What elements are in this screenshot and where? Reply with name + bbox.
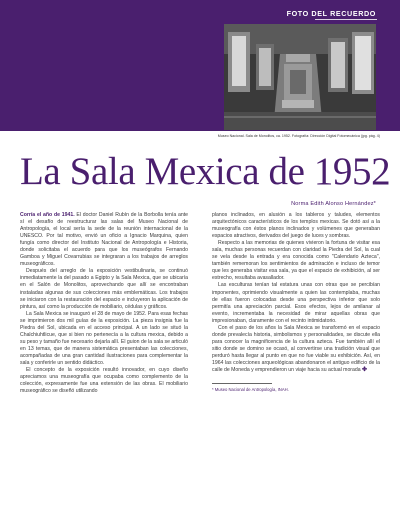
section-label: FOTO DEL RECUERDO [286, 9, 376, 18]
paragraph: Las esculturas tenían tal estatura unas con otras que se percibían imponentes, oprimiendo visualmente a quien las contemplaba, muchas de ellas fueron colocadas desde una perspectiva inferior que solo permitía una apreciación parcial. Esos efectos, lejos de amilanar al evento, incrementaba la necesidad de mirar aquellas obras que impresionaban, claramente con el recinto intimidatorio. [212, 282, 380, 324]
museum-hall-photo-icon [224, 24, 376, 130]
paragraph-text: Con el paso de los años la Sala Mexica se transformó en el espacio donde prevalecía historia, simbolismos y personalidades, se discute ella para conocer la magnificencia de la cultura azteca. Fue también allí el sitio donde se domino se ocasó, al convertirse una tradición visual que perduró hasta llegar al punto en que no fue viable su exhibición. Así, en 1964 las colecciones arqueológicas abandonaron el antiguo edificio de la calle de Moneda y emprendieron un viaje hacia su actual morada [212, 324, 380, 374]
paragraph-text: El doctor Daniel Rubín de la Borbolla tenía ante sí el desafío de reestructurar las salas del Museo Nacional de Antropología, el local sería la sede de la reunión internacional de la UNESCO. Por tal motivo, envió un oficio a Ignacio Marquina, quien fungía como director del Instituto Nacional de Antropología e Historia, donde solicitaba el acuerdo para que los museógrafos Fernando Gamboa y Miguel Covarrubias se integraran a los trabajos de arreglos museográficos. [20, 212, 188, 268]
historic-photo [224, 24, 376, 130]
article-author: Norma Edith Alonso Hernández* [291, 201, 376, 207]
paragraph: El concepto de la exposición resultó innovador, en cuyo diseño apreciamos una museografía que ocupaba como complemento de la colección, expresamente fue una extensión de las obras. El mobiliario museográfico se diseñó utilizando [20, 367, 188, 395]
end-mark-icon: ✤ [362, 367, 368, 374]
footnote-rule [212, 383, 272, 384]
paragraph: La Sala Mexica se inauguró el 28 de mayo de 1952. Para esas fechas se imprimieron dos mil guías de la exposición. La pieza insignia fue la Piedra del Sol, ubicada en el acceso principal. A un lado se situó la Chalchiuhtlicue, que si bien no pertenecía a la cultura mexica, debido a su peso y tamaño fue necesario dejarla allí. El guion de la sala se articuló en 13 temas, que de manera sistemática presentaban las colecciones, acompañadas de una gran cantidad ilustraciones para complementar la sala y conferirle un sentido didáctico. [20, 310, 188, 366]
paragraph: Después del arreglo de la exposición vestibulinaria, se continuó inmediatamente la del pasado a Egipto y la Sala Mexica, que se ubicaría en el Salón de Monolitos, aprovechando que allí se encontraban instaladas algunas de sus colecciones más emblemáticas. Los trabajos se iniciaron con la restauración del espacio e incluyeron la aplicación de pintura, así como la producción de mobiliario, cédulas y gráficos. [20, 268, 188, 310]
lead-in: Corría el año de 1941. [20, 212, 75, 218]
paragraph [20, 212, 188, 268]
photo-caption: Museo Nacional. Sala de Monolitos, ca. 1952. Fotografía: Dirección Digital Fotomecánica (jpg. pág. 4) [217, 134, 380, 138]
header-band [0, 0, 400, 131]
left-column [20, 212, 188, 395]
section-rule [315, 19, 377, 20]
paragraph: Respecto a las memorias de quienes vivieron la fortuna de visitar esa sala, muchas personas recuerdan con claridad la Piedra del Sol, la cual se veía desde la entrada y era conocida como "Calendario Azteca", también rememoran los sentimientos de admiración e incluso de temor que les generaba visitar esa sala, ya que el espacio de exhibición, al ser estrecho, resultaba avasallador. [212, 240, 380, 282]
right-column [212, 212, 380, 393]
article-title: La Sala Mexica de 1952 [20, 150, 391, 193]
paragraph [212, 325, 380, 374]
paragraph: planos inclinados, en alusión a los tableros y taludes, elementos arquitectónicos característicos de los templos mexicas. Se dotó así a la museografía con éstos planos inclinados y volúmenes que generaban espacios atractivos, derivados del juego de luces y sombras. [212, 212, 380, 240]
footnote: * Museo Nacional de Antropología, INAH. [212, 387, 289, 393]
